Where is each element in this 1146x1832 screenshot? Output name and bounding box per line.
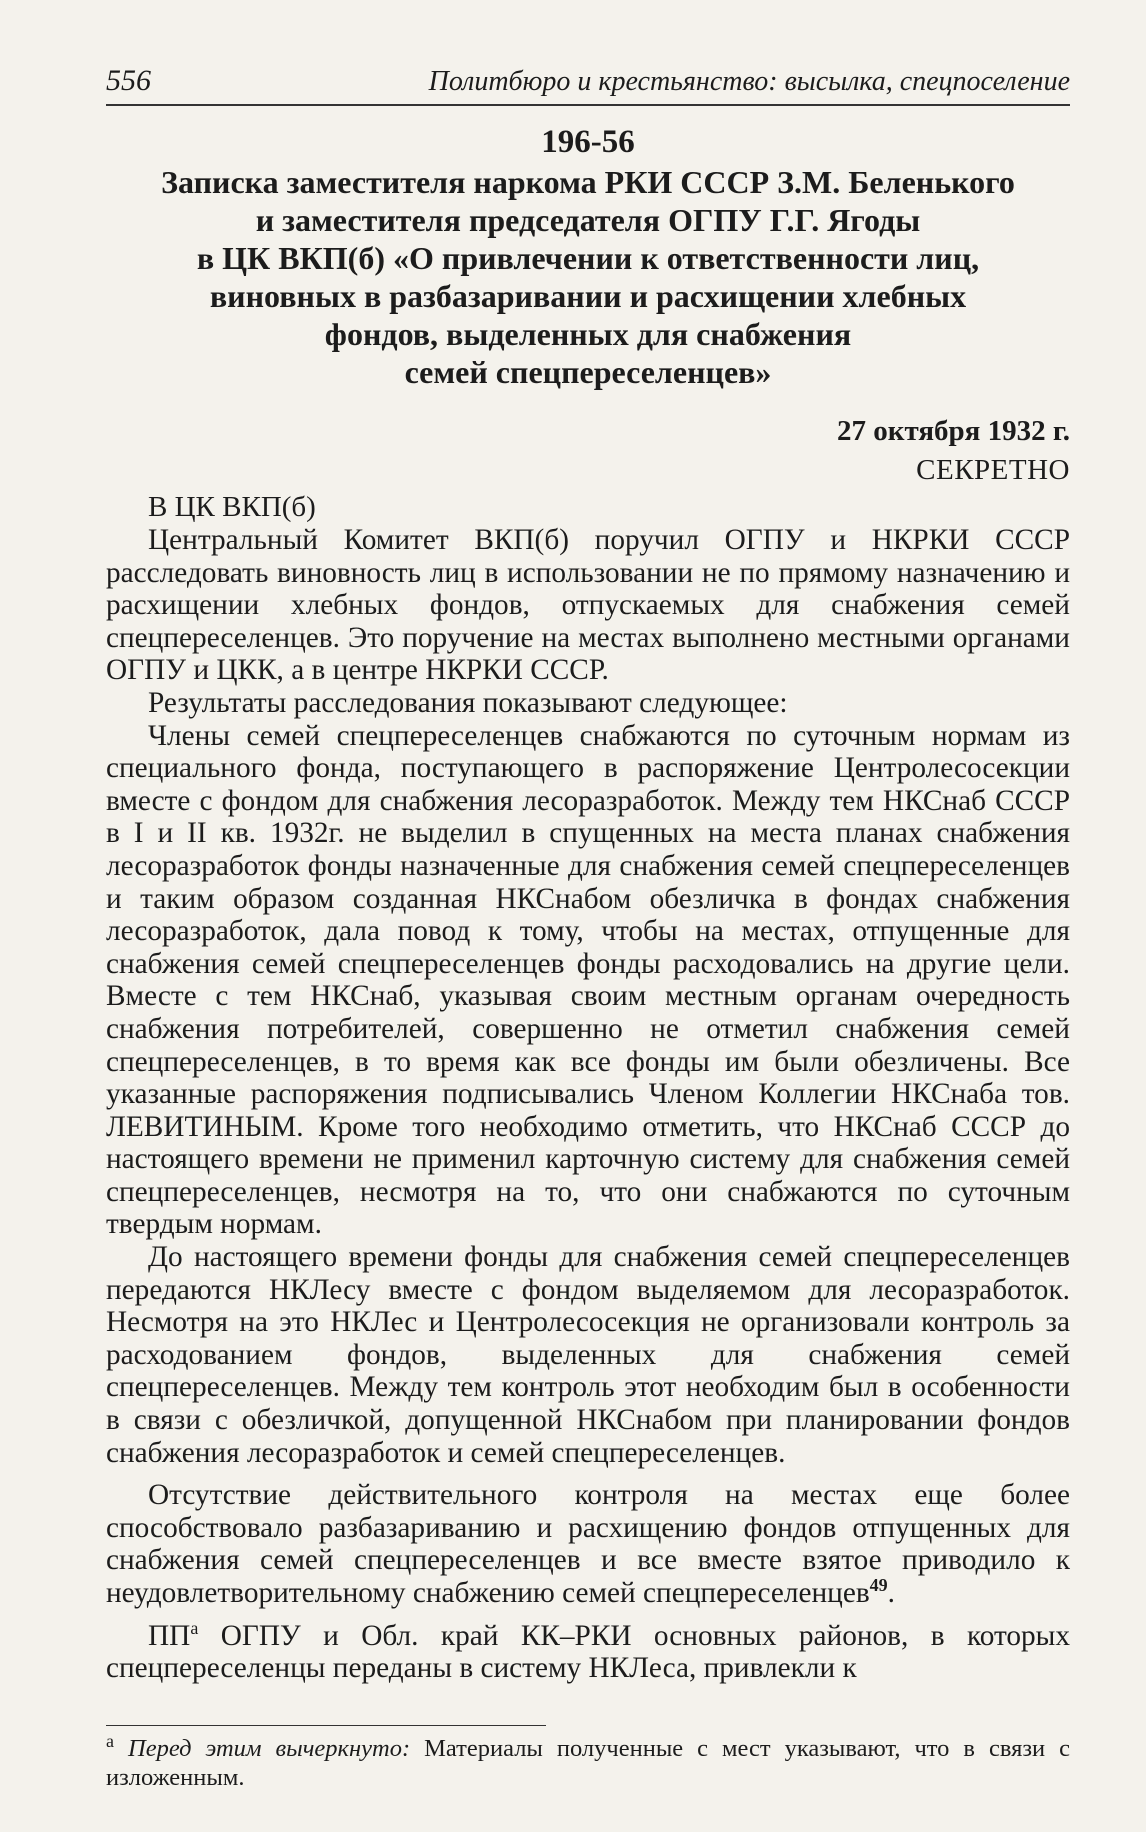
title-line: семей спецпереселенцев» (404, 354, 772, 390)
footnote (106, 1730, 1071, 1792)
paragraph: Отсутствие действительного контроля на местах еще более способствовало разбазариванию и расхищению фондов отпущенных для снабжения семей спецпереселенцев и все вместе взятое приводило к неудовлетворительному снабжению семей спецпереселенцев$^{49}$. (106, 1479, 1070, 1609)
footnote-divider (106, 1725, 546, 1726)
title-line: виновных в разбазаривании и расхищении хлебных (209, 278, 967, 314)
document-body (106, 524, 1070, 1685)
paragraph: Результаты расследования показывают следующее: (148, 686, 788, 719)
title-line: и заместителя председателя ОГПУ Г.Г. Ягоды (255, 202, 921, 238)
paragraph: До настоящего времени фонды для снабжения семей спецпереселенцев передаются НКЛесу вместе с фондом выделяемом для лесоразработок. Несмотря на это НКЛес и Центролесосекция не организовали контроль за расходованием фондов, выделенных для снабжения семей спецпереселенцев. Между тем контроль этот необходим был в особенности в связи с обезличкой, допущенной НКСнабом при планировании фондов снабжения лесоразработок и семей спецпереселенцев. (106, 1241, 1070, 1469)
title-line: Записка заместителя наркома РКИ СССР З.М. Беленького (161, 164, 1015, 200)
paragraph-text: ОГПУ и Обл. край КК–РКИ основных районов, в которых спецпереселенцы переданы в систему НКЛеса, привлекли к (106, 1619, 1071, 1685)
page-number: 556 (106, 64, 151, 97)
footnote-italic: Перед этим вычеркнуто: (128, 1734, 411, 1762)
paragraph-text: Отсутствие действительного контроля на местах еще более способствовало разбазариванию и расхищению фондов отпущенных для снабжения семей спецпереселенцев и все вместе взятое приводило к неудовлетворительному снабжению семей спецпереселенцев (106, 1479, 1070, 1609)
paragraph (106, 1617, 1071, 1685)
paragraph: Члены семей спецпереселенцев снабжаются по суточным нормам из специального фонда, поступающего в распоряжение Центролесосекции вместе с фондом для снабжения лесоразработок. Между тем НКСнаб СССР в I и II кв. 1932г. не выделил в спущенных на места планах снабжения лесоразработок фонды назначенные для снабжения семей спецпереселенцев и таким образом созданная НКСнабом обезличка в фондах снабжения лесоразработок, дала повод к тому, чтобы на местах, отпущенные для снабжения семей спецпереселенцев фонды расходовались на другие цели. Вместе с тем НКСнаб, указывая своим местным органам очередность снабжения потребителей, совершенно не отметил снабжения семей спецпереселенцев, в то время как все фонды им были обезличены. Все указанные распоряжения подписывались Членом Коллегии НКСнаба тов. ЛЕВИТИНЫМ. Кроме того необходимо отметить, что НКСнаб СССР до настоящего времени не применил карточную систему для снабжения семей спецпереселенцев, несмотря на то, что они снабжаются по суточным твердым нормам. (106, 719, 1070, 1241)
note-reference: 49 (869, 1575, 888, 1596)
document-number: 196-56 (541, 124, 635, 160)
addressee: В ЦК ВКП(б) (148, 491, 316, 523)
running-head (106, 64, 1070, 106)
title-line: в ЦК ВКП(б) «О привлечении к ответственности лиц, (196, 240, 980, 276)
document-title (106, 163, 1070, 391)
footnote-text: Материалы полученные с мест указывают, что в связи с изложенным. (106, 1734, 1071, 1791)
abbreviation: ПП (148, 1619, 191, 1652)
document-date: 27 октября 1932 г. (837, 415, 1070, 447)
classification-stamp: СЕКРЕТНО (916, 454, 1070, 486)
title-line: фондов, выделенных для снабжения (324, 316, 852, 352)
paragraph: Центральный Комитет ВКП(б) поручил ОГПУ и НКРКИ СССР расследовать виновность лиц в использовании не по прямому назначению и расхищении хлебных фондов, отпускаемых для снабжения семей спецпереселенцев. Это поручение на местах выполнено местными органами ОГПУ и ЦКК, а в центре НКРКИ СССР. (106, 524, 1070, 687)
footnote-mark: а (190, 1617, 199, 1638)
footnote-marker: а (106, 1730, 114, 1751)
running-title: Политбюро и крестьянство: высылка, спецпоселение (428, 66, 1070, 97)
